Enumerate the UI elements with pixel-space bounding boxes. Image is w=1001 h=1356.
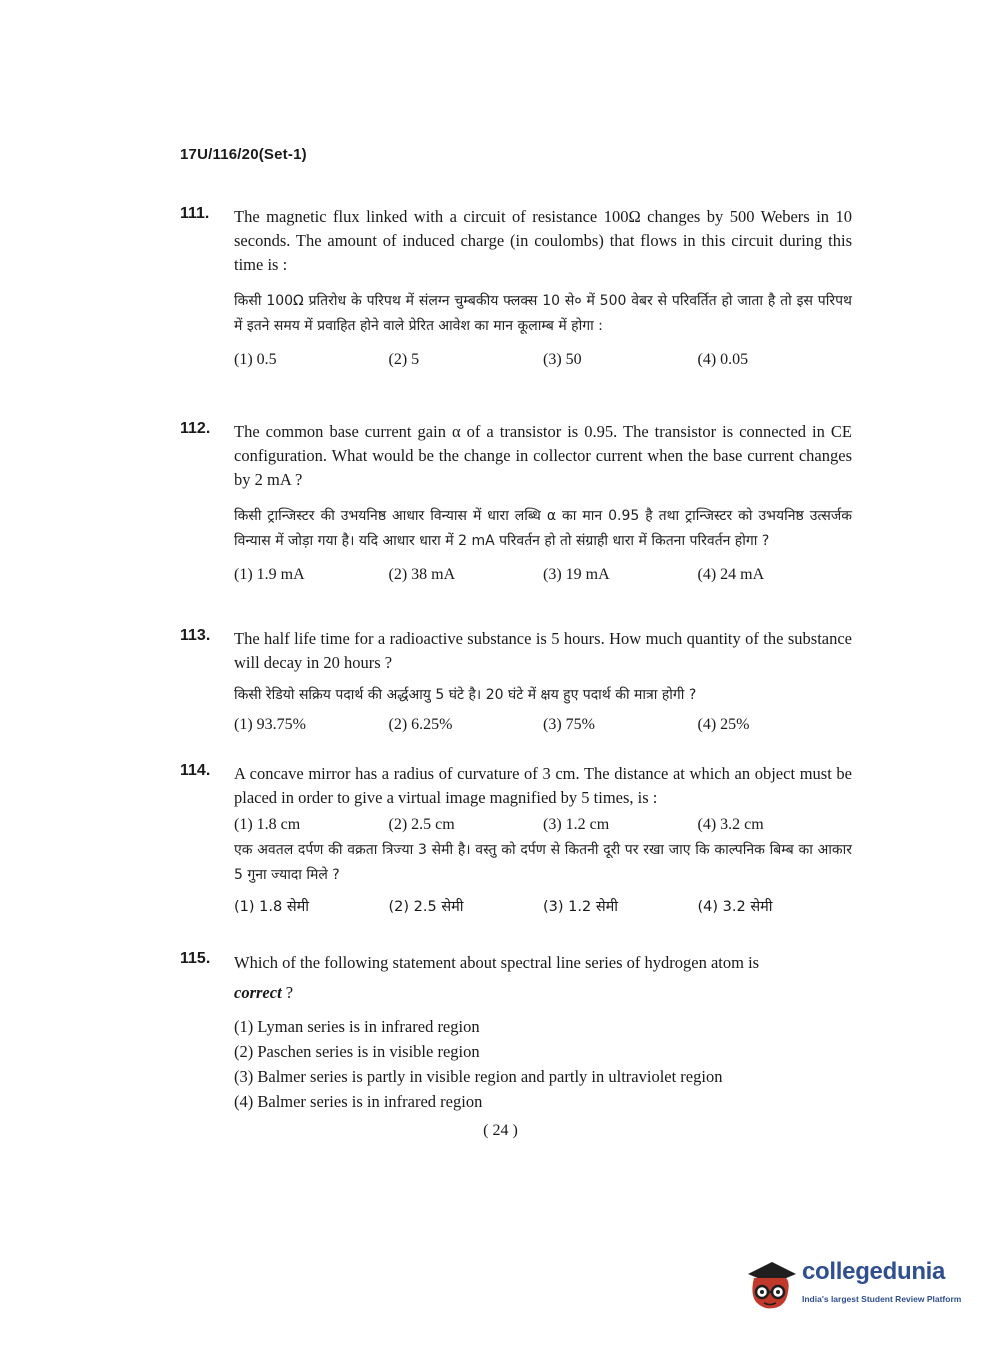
logo-tagline: India's largest Student Review Platform bbox=[802, 1294, 962, 1304]
option-4: (4) 0.05 bbox=[697, 351, 749, 368]
question-text-hindi: एक अवतल दर्पण की वक्रता त्रिज्या 3 सेमी है। वस्तु को दर्पण से कितनी दूरी पर रखा जाए कि काल्पनिक बिम्ब का आकार 5 गुना ज्यादा मिले ? bbox=[234, 842, 852, 883]
options-list bbox=[234, 1014, 852, 1114]
exam-code: 17U/116/20(Set-1) bbox=[180, 146, 307, 163]
page-number: ( 24 ) bbox=[483, 1122, 518, 1139]
options-row bbox=[234, 816, 852, 834]
question-text-english: The common base current gain α of a transistor is 0.95. The transistor is connected in CE configuration. What would be the change in collector current when the base current changes by 2 mA ? bbox=[234, 422, 852, 489]
question-113 bbox=[180, 627, 852, 734]
question-text-english bbox=[234, 948, 852, 1008]
question-number: 111. bbox=[180, 205, 210, 222]
option-3-hindi: (3) 1.2 सेमी bbox=[543, 899, 619, 915]
option-2: (2) 2.5 cm bbox=[388, 816, 455, 833]
option-2: (2) 5 bbox=[388, 351, 420, 368]
logo-wordmark: collegedunia bbox=[802, 1258, 946, 1285]
option-3: (3) Balmer series is partly in visible region and partly in ultraviolet region bbox=[234, 1067, 723, 1086]
question-text-hindi: किसी रेडियो सक्रिय पदार्थ की अर्द्धआयु 5 घंटे है। 20 घंटे में क्षय हुए पदार्थ की मात्रा होगी ? bbox=[234, 687, 697, 703]
option-3: (3) 50 bbox=[543, 351, 582, 368]
options-row bbox=[234, 566, 852, 584]
question-number: 114. bbox=[180, 762, 211, 779]
option-3: (3) 19 mA bbox=[543, 566, 610, 583]
question-number: 115. bbox=[180, 950, 211, 967]
question-111 bbox=[180, 205, 852, 369]
option-2: (2) Paschen series is in visible region bbox=[234, 1042, 480, 1061]
option-3: (3) 1.2 cm bbox=[543, 816, 610, 833]
option-4-hindi: (4) 3.2 सेमी bbox=[697, 899, 773, 915]
question-112 bbox=[180, 420, 852, 584]
option-3: (3) 75% bbox=[543, 716, 595, 733]
options-row bbox=[234, 351, 852, 369]
option-2-hindi: (2) 2.5 सेमी bbox=[388, 899, 464, 915]
option-4: (4) 24 mA bbox=[697, 566, 765, 583]
option-1: (1) 1.9 mA bbox=[234, 566, 305, 583]
option-4: (4) 25% bbox=[697, 716, 750, 733]
mascot-icon bbox=[742, 1250, 800, 1312]
option-1: (1) Lyman series is in infrared region bbox=[234, 1017, 480, 1036]
option-1: (1) 1.8 cm bbox=[234, 816, 301, 833]
option-1: (1) 93.75% bbox=[234, 716, 306, 733]
options-row-hindi bbox=[234, 896, 852, 916]
question-text: Which of the following statement about spectral line series of hydrogen atom is bbox=[234, 953, 760, 972]
question-text-hindi: किसी ट्रान्जिस्टर की उभयनिष्ठ आधार विन्यास में धारा लब्धि α का मान 0.95 है तथा ट्रान्जिस्टर को उभयनिष्ठ उत्सर्जक विन्यास में जोड़ा गया है। यदि आधार धारा में 2 mA परिवर्तन हो तो संग्राही धारा में कितना परिवर्तन होगा ? bbox=[234, 508, 852, 549]
option-4: (4) Balmer series is in infrared region bbox=[234, 1092, 483, 1111]
question-number: 113. bbox=[180, 627, 211, 644]
question-text-english: The half life time for a radioactive substance is 5 hours. How much quantity of the substance will decay in 20 hours ? bbox=[234, 629, 852, 672]
option-2: (2) 6.25% bbox=[388, 716, 453, 733]
question-115 bbox=[180, 948, 852, 1114]
question-text-english: The magnetic flux linked with a circuit of resistance 100Ω changes by 500 Webers in 10 seconds. The amount of induced charge (in coulombs) that flows in this circuit during this time is : bbox=[234, 207, 852, 274]
option-2: (2) 38 mA bbox=[388, 566, 456, 583]
question-number: 112. bbox=[180, 420, 211, 437]
question-text-hindi: किसी 100Ω प्रतिरोध के परिपथ में संलग्न चुम्बकीय फ्लक्स 10 से० में 500 वेबर से परिवर्तित हो जाता है तो इस परिपथ में इतने समय में प्रवाहित होने वाले प्रेरित आवेश का मान कूलाम्ब में होगा : bbox=[234, 293, 852, 334]
option-4: (4) 3.2 cm bbox=[697, 816, 764, 833]
option-1-hindi: (1) 1.8 सेमी bbox=[234, 899, 310, 915]
question-end: ? bbox=[281, 983, 294, 1002]
option-1: (1) 0.5 bbox=[234, 351, 277, 368]
question-text-english: A concave mirror has a radius of curvature of 3 cm. The distance at which an object must be placed in order to give a virtual image magnified by 5 times, is : bbox=[234, 764, 852, 807]
question-emphasis: correct bbox=[234, 983, 282, 1002]
collegedunia-logo[interactable] bbox=[742, 1250, 972, 1312]
options-row bbox=[234, 716, 852, 734]
question-114 bbox=[180, 762, 852, 916]
